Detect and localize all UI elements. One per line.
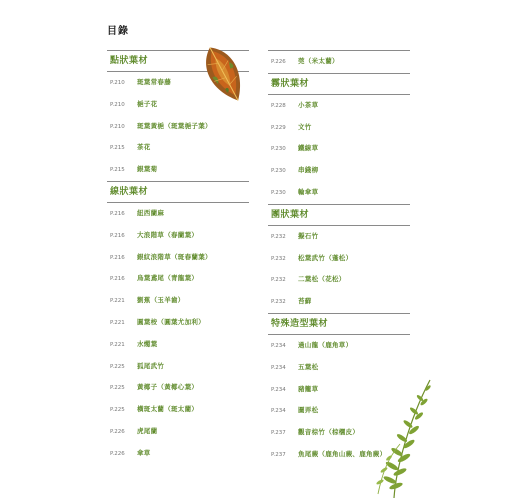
entry-name: 鐵線草 <box>298 144 319 153</box>
toc-entry[interactable] <box>107 399 249 421</box>
entry-name: 松葉武竹（蓬松） <box>298 253 353 262</box>
entry-name: 斑葉常春藤 <box>137 78 171 86</box>
section-heading: 霧狀葉材 <box>268 73 410 95</box>
entry-name: 魚尾蕨（鹿角山蕨、鹿角蕨） <box>298 449 387 458</box>
entry-name: 圓葉桉（圓葉尤加利） <box>137 317 205 326</box>
toc-entry[interactable] <box>268 50 410 73</box>
page-number: P.216 <box>110 276 125 283</box>
page-number: P.230 <box>271 168 286 175</box>
entry-name: 黃椰子（黃椰心葉） <box>137 383 199 392</box>
toc-section-line <box>107 181 249 465</box>
toc-entry[interactable] <box>107 356 249 378</box>
entry-name: 五葉松 <box>298 362 319 371</box>
entry-name: 擬石竹 <box>298 231 319 240</box>
toc-entry[interactable] <box>107 159 249 181</box>
entry-name: 觀音棕竹（棕櫚皮） <box>298 428 360 437</box>
page-number: P.234 <box>271 386 286 393</box>
page-number: P.232 <box>271 299 286 306</box>
section-heading: 特殊造型葉材 <box>268 313 410 335</box>
page-number: P.234 <box>271 408 286 415</box>
toc-entry[interactable] <box>268 182 410 204</box>
entry-name: 梔子花 <box>137 99 158 108</box>
entry-name: 茶花 <box>137 143 151 152</box>
toc-entry[interactable] <box>268 95 410 117</box>
page-number: P.210 <box>110 80 125 86</box>
page-number: P.234 <box>271 342 286 349</box>
toc-section-mist <box>268 73 410 204</box>
toc-entry[interactable] <box>268 226 410 248</box>
entry-name: 虎尾蘭 <box>137 426 158 435</box>
toc-entry[interactable] <box>107 290 249 312</box>
page-number: P.232 <box>271 233 286 240</box>
page-number: P.221 <box>110 298 125 305</box>
page-number: P.232 <box>271 277 286 284</box>
page-number: P.228 <box>271 102 286 109</box>
entry-name: 水燭葉 <box>137 339 158 348</box>
fern-frond-icon <box>370 378 436 500</box>
page-number: P.215 <box>110 167 125 174</box>
page-number: P.237 <box>271 451 286 458</box>
toc-entry[interactable] <box>268 269 410 291</box>
page-number: P.210 <box>110 101 125 108</box>
toc-entry[interactable] <box>268 248 410 270</box>
toc-entry[interactable] <box>268 357 410 379</box>
page-number: P.226 <box>271 59 286 65</box>
page-number: P.225 <box>110 385 125 392</box>
toc-entry[interactable] <box>268 291 410 313</box>
toc-entry[interactable] <box>107 137 249 159</box>
toc-section-cluster <box>268 204 410 313</box>
entry-name: 斑葉黃梔（斑葉梔子葉） <box>137 121 212 130</box>
page-number: P.237 <box>271 430 286 437</box>
toc-entry[interactable] <box>107 203 249 225</box>
page-number: P.221 <box>110 319 125 326</box>
page-number: P.210 <box>110 123 125 130</box>
entry-name: 莞（米太藺） <box>298 57 339 65</box>
entry-name: 劉蕉（玉羊齒） <box>137 296 185 305</box>
toc-entry[interactable] <box>107 421 249 443</box>
page-number: P.215 <box>110 145 125 152</box>
entry-name: 大浪階草（春蘭葉） <box>137 230 199 239</box>
toc-entry[interactable] <box>268 160 410 182</box>
entry-name: 苔蘚 <box>298 297 312 306</box>
section-heading: 點狀葉材 <box>107 50 249 72</box>
entry-name: 烏葉鳶尾（青龍葉） <box>137 274 199 283</box>
page-number: P.232 <box>271 255 286 262</box>
toc-entry[interactable] <box>107 377 249 399</box>
page-number: P.216 <box>110 210 125 217</box>
entry-name: 輪傘草 <box>298 187 319 196</box>
page-number: P.225 <box>110 363 125 370</box>
section-heading: 線狀葉材 <box>107 181 249 203</box>
toc-entry[interactable] <box>268 138 410 160</box>
toc-entry[interactable] <box>107 225 249 247</box>
entry-name: 豬籠草 <box>298 384 319 393</box>
entry-name: 小茶草 <box>298 100 319 109</box>
entry-name: 銀葉菊 <box>137 165 158 174</box>
page-number: P.216 <box>110 232 125 239</box>
page-number: P.216 <box>110 254 125 261</box>
page-number: P.226 <box>110 428 125 435</box>
toc-entry[interactable] <box>268 117 410 139</box>
entry-name: 狐尾武竹 <box>137 361 165 370</box>
entry-name: 紐西蘭麻 <box>137 208 165 217</box>
toc-entry[interactable] <box>107 312 249 334</box>
page-number: P.230 <box>271 189 286 196</box>
toc-entry[interactable] <box>107 443 249 465</box>
page-number: P.225 <box>110 407 125 414</box>
page-number: P.226 <box>110 450 125 457</box>
toc-left-column <box>107 50 249 465</box>
page-number: P.221 <box>110 341 125 348</box>
entry-name: 銀紋浪階草（斑春蘭葉） <box>137 252 212 261</box>
page-number: P.229 <box>271 124 286 131</box>
entry-name: 圖弄松 <box>298 406 319 415</box>
croton-leaf-icon <box>198 42 250 106</box>
page-number: P.234 <box>271 364 286 371</box>
toc-entry[interactable] <box>107 116 249 138</box>
section-heading: 團狀葉材 <box>268 204 410 226</box>
page-number: P.230 <box>271 146 286 153</box>
entry-name: 文竹 <box>298 122 312 131</box>
entry-name: 串錢柳 <box>298 166 319 175</box>
toc-entry[interactable] <box>268 335 410 357</box>
toc-entry[interactable] <box>107 334 249 356</box>
entry-name: 傘草 <box>137 448 151 457</box>
entry-name: 橫斑太藺（斑太藺） <box>137 405 199 414</box>
entry-name: 二葉松（花松） <box>298 275 346 284</box>
toc-entry[interactable] <box>107 268 249 290</box>
toc-entry[interactable] <box>107 247 249 269</box>
entry-name: 過山龍（鹿角草） <box>298 340 353 349</box>
page-title: 目錄 <box>107 26 129 37</box>
